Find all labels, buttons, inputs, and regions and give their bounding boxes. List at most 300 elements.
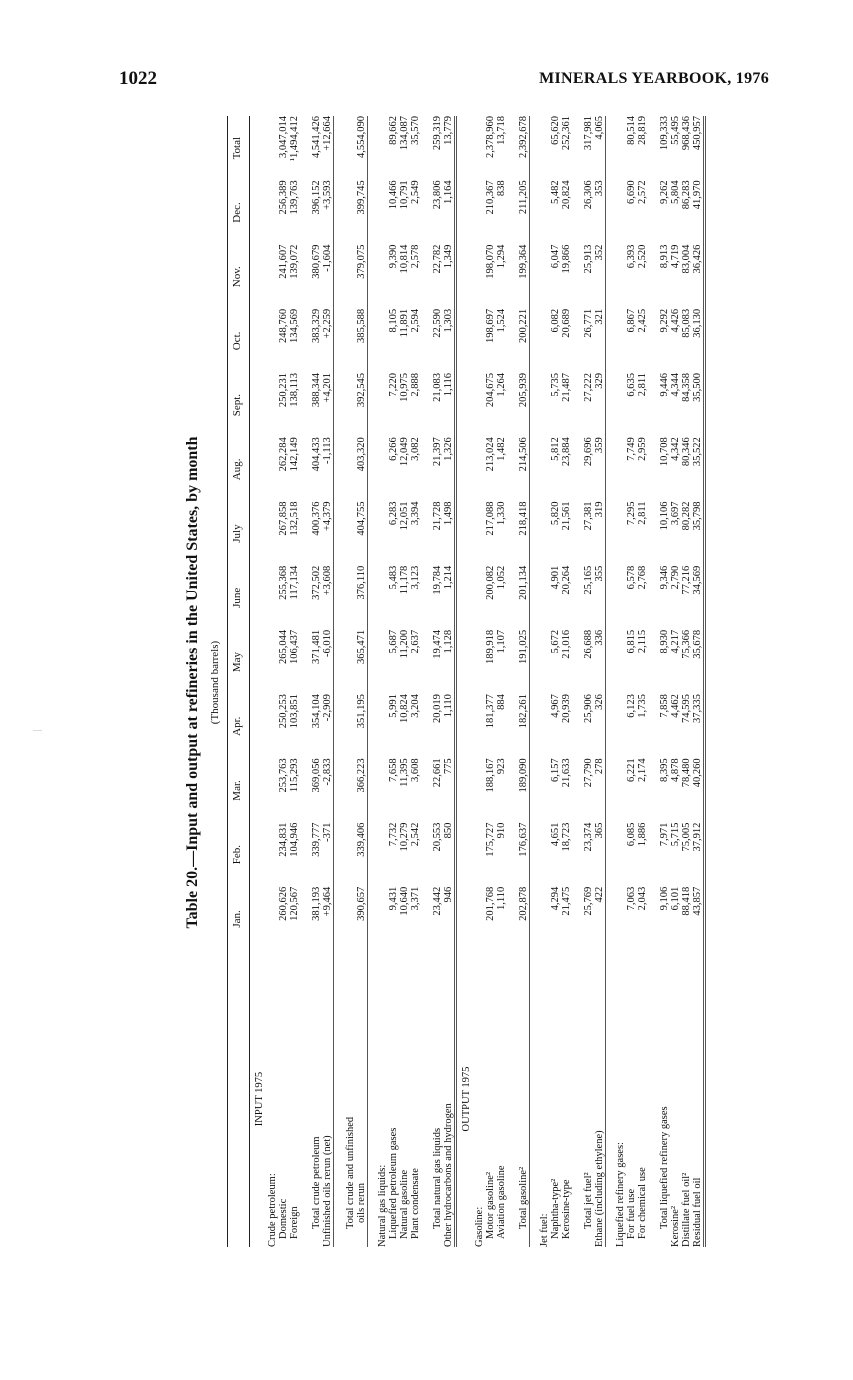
cell-value: 1,294 — [496, 244, 507, 269]
cell-value: 198,070 — [485, 244, 496, 279]
cell-value: 27,222 — [583, 373, 594, 402]
cell-value: 1,735 — [637, 694, 648, 718]
row-label: Naphtha-type² — [550, 1178, 561, 1239]
cell-value: 134,087 — [399, 116, 410, 151]
row-label: For fuel use — [626, 1188, 637, 1239]
cell-value: 78,480 — [681, 758, 692, 788]
cell-value: 1,326 — [443, 437, 454, 461]
value-cell — [657, 823, 705, 887]
value-cell — [309, 694, 334, 758]
table-row — [516, 116, 530, 1247]
cell-value: 6,157 — [550, 758, 561, 782]
cell-value: 2,637 — [410, 629, 421, 654]
value-cell — [309, 373, 334, 437]
value-cell — [657, 180, 705, 244]
cell-value: 7,858 — [659, 694, 670, 718]
value-cell — [343, 630, 368, 694]
row-label: For chemical use — [637, 1167, 648, 1239]
cell-value: 25,165 — [583, 565, 594, 595]
value-cell — [430, 373, 456, 437]
cell-value: 26,771 — [583, 308, 594, 338]
cell-value: 450,957 — [692, 116, 703, 151]
value-cell — [581, 823, 606, 887]
cell-value: 23,442 — [432, 886, 443, 916]
value-cell — [474, 758, 507, 822]
value-cell — [539, 501, 572, 565]
cell-value: 2,549 — [410, 180, 421, 204]
value-cell — [474, 373, 507, 437]
row-label: Motor gasoline² — [485, 1171, 496, 1239]
cell-value: 7,063 — [626, 886, 637, 911]
header-month: Nov. — [228, 245, 250, 309]
spacer — [267, 630, 278, 694]
spacer — [267, 373, 278, 437]
cell-value: 884 — [496, 694, 507, 710]
value-cell — [474, 245, 507, 309]
spacer — [267, 887, 278, 951]
cell-value: 28,819 — [637, 116, 648, 145]
cell-value: 262,284 — [278, 437, 289, 472]
value-cell — [615, 309, 648, 373]
value-cell — [657, 694, 705, 758]
row-label: Total natural gas liquids — [432, 1127, 443, 1229]
cell-value: 20,264 — [561, 565, 572, 595]
cell-value: 2,174 — [637, 758, 648, 782]
cell-value: 74,595 — [681, 694, 692, 723]
cell-value: +3,608 — [322, 565, 333, 596]
value-cell — [377, 630, 421, 694]
cell-value: 10,279 — [399, 822, 410, 852]
cell-value: 8,105 — [388, 308, 399, 333]
spacer — [345, 309, 356, 373]
cell-value: 388,344 — [311, 373, 322, 408]
table-row — [474, 116, 507, 1247]
cell-value: 9,292 — [659, 308, 670, 333]
cell-value: 86,283 — [681, 180, 692, 210]
value-cell — [581, 116, 606, 180]
value-cell — [309, 566, 334, 630]
cell-value: 10,466 — [388, 180, 399, 210]
table-row — [309, 116, 334, 1247]
cell-value: 399,745 — [356, 180, 367, 215]
value-cell — [343, 373, 368, 437]
cell-value: 10,791 — [399, 180, 410, 210]
value-cell — [309, 309, 334, 373]
cell-value: 6,101 — [670, 886, 681, 911]
value-cell — [430, 887, 456, 951]
value-cell — [267, 437, 300, 501]
cell-value: 4,719 — [670, 244, 681, 269]
cell-value: 26,688 — [583, 629, 594, 659]
group-heading: Gasoline: — [474, 1206, 485, 1247]
cell-value: 8,913 — [659, 244, 670, 269]
cell-value: 2,115 — [637, 629, 648, 654]
cell-value: 201,134 — [518, 565, 529, 600]
value-cell — [343, 501, 368, 565]
spacer — [615, 823, 626, 887]
cell-value: 77,216 — [681, 565, 692, 595]
value-cell — [657, 566, 705, 630]
value-cell — [430, 180, 456, 244]
table-row — [581, 116, 606, 1247]
value-cell — [615, 566, 648, 630]
value-cell — [377, 309, 421, 373]
cell-value: 7,658 — [388, 758, 399, 782]
spacer — [267, 116, 278, 180]
cell-value: 9,106 — [659, 886, 670, 911]
value-cell — [657, 245, 705, 309]
value-cell — [267, 566, 300, 630]
spacer — [474, 116, 485, 180]
cell-value: 2,578 — [410, 244, 421, 269]
spacer — [345, 116, 356, 180]
cell-value: 25,913 — [583, 244, 594, 274]
group-heading: Crude petroleum: — [267, 1173, 278, 1247]
value-cell — [615, 245, 648, 309]
value-cell — [430, 309, 456, 373]
value-cell — [267, 887, 300, 951]
cell-value: 80,282 — [681, 501, 692, 531]
cell-value: 35,570 — [410, 116, 421, 145]
value-cell — [615, 116, 648, 180]
cell-value: 9,431 — [388, 886, 399, 911]
cell-value: 404,433 — [311, 437, 322, 472]
cell-value: 1,524 — [496, 308, 507, 333]
value-cell — [430, 501, 456, 565]
row-label: Total crude petroleum — [311, 1136, 322, 1229]
cell-value: 366,223 — [356, 758, 367, 793]
row-label: Kerosine-type — [561, 1179, 572, 1239]
cell-value: 5,820 — [550, 501, 561, 526]
cell-value: 11,200 — [399, 629, 410, 659]
cell-value: 88,418 — [681, 886, 692, 916]
spacer — [377, 501, 388, 565]
header-row — [228, 116, 250, 1247]
cell-value: 6,221 — [626, 758, 637, 782]
value-cell — [539, 758, 572, 822]
value-cell — [539, 437, 572, 501]
value-cell — [581, 566, 606, 630]
value-cell — [377, 116, 421, 180]
cell-value: 4,901 — [550, 565, 561, 590]
spacer — [377, 373, 388, 437]
cell-value: 4,554,090 — [356, 116, 367, 158]
cell-value: 43,857 — [692, 886, 703, 916]
spacer — [267, 758, 278, 822]
cell-value: 3,123 — [410, 565, 421, 590]
cell-value: 9,446 — [659, 373, 670, 397]
value-cell — [267, 245, 300, 309]
spacer — [474, 180, 485, 244]
cell-value: 4,426 — [670, 308, 681, 333]
value-cell — [377, 180, 421, 244]
cell-value: 20,824 — [561, 180, 572, 210]
cell-value: 1,052 — [496, 565, 507, 590]
value-cell — [516, 245, 530, 309]
row-label: Domestic — [278, 1198, 289, 1239]
cell-value: 265,044 — [278, 629, 289, 665]
value-cell — [581, 501, 606, 565]
value-cell — [267, 116, 300, 180]
cell-value: 138,113 — [289, 373, 300, 407]
value-cell — [309, 887, 334, 951]
cell-value: 34,569 — [692, 565, 703, 595]
spacer — [615, 116, 626, 180]
value-cell — [615, 887, 648, 951]
value-cell — [343, 758, 368, 822]
cell-value: 5,672 — [550, 629, 561, 654]
cell-value: 8,930 — [659, 629, 670, 654]
value-cell — [343, 309, 368, 373]
value-cell — [377, 566, 421, 630]
value-cell — [516, 373, 530, 437]
spacer — [345, 566, 356, 630]
cell-value: 29,696 — [583, 437, 594, 467]
cell-value: 241,607 — [278, 244, 289, 279]
row-label-cell — [377, 951, 421, 1247]
value-cell — [539, 116, 572, 180]
header-month: Feb. — [228, 823, 250, 887]
cell-value: 181,377 — [485, 694, 496, 729]
value-cell — [539, 309, 572, 373]
cell-value: 4,541,426 — [311, 116, 322, 158]
cell-value: 321 — [594, 308, 605, 325]
cell-value: 2,542 — [410, 822, 421, 847]
value-cell — [267, 630, 300, 694]
cell-value: 923 — [496, 758, 507, 775]
cell-value: +4,201 — [322, 373, 333, 403]
cell-value: 352 — [594, 244, 605, 261]
cell-value: 278 — [594, 758, 605, 775]
cell-value: 189,090 — [518, 758, 529, 793]
value-cell — [615, 758, 648, 822]
value-cell — [430, 823, 456, 887]
value-cell — [539, 373, 572, 437]
cell-value: 850 — [443, 822, 454, 839]
value-cell — [615, 501, 648, 565]
group-heading: Natural gas liquids: — [377, 1164, 388, 1247]
value-cell — [581, 630, 606, 694]
spacer — [377, 180, 388, 244]
cell-value: 35,500 — [692, 373, 703, 402]
cell-value: 351,195 — [356, 694, 367, 729]
cell-value: 2,392,678 — [518, 116, 529, 158]
value-cell — [377, 823, 421, 887]
margin-mark: — — [33, 725, 42, 735]
header-month: Mar. — [228, 758, 250, 822]
value-cell — [309, 437, 334, 501]
value-cell — [343, 887, 368, 951]
spacer — [474, 501, 485, 565]
cell-value: 6,578 — [626, 565, 637, 590]
cell-value: 188,167 — [485, 758, 496, 793]
value-cell — [615, 630, 648, 694]
cell-value: 259,319 — [432, 116, 443, 151]
cell-value: 132,518 — [289, 501, 300, 536]
header-month: July — [228, 501, 250, 565]
cell-value: 5,483 — [388, 565, 399, 590]
row-label: Total liquefied refinery gases — [659, 1106, 670, 1229]
value-cell — [377, 501, 421, 565]
row-label: Aviation gasoline — [496, 1165, 507, 1239]
cell-value: 838 — [496, 180, 507, 197]
cell-value: 6,283 — [388, 501, 399, 526]
row-label-cell — [267, 951, 300, 1247]
value-cell — [657, 501, 705, 565]
cell-value: 11,891 — [399, 308, 410, 338]
cell-value: 2,043 — [637, 886, 648, 911]
row-label: Total crude and unfinished — [345, 1116, 356, 1229]
cell-value: 85,083 — [681, 308, 692, 338]
value-cell — [539, 630, 572, 694]
cell-value: 142,149 — [289, 437, 300, 472]
cell-value: 35,522 — [692, 437, 703, 467]
cell-value: 89,662 — [388, 116, 399, 145]
row-label: Plant condensate — [410, 1168, 421, 1239]
row-label: Total jet fuel² — [583, 1172, 594, 1229]
header-month: Oct. — [228, 309, 250, 373]
cell-value: 968,436 — [681, 116, 692, 151]
refinery-table — [227, 116, 706, 1247]
cell-value: 120,567 — [289, 886, 300, 921]
value-cell — [474, 501, 507, 565]
spacer — [474, 309, 485, 373]
cell-value: 175,727 — [485, 822, 496, 857]
cell-value: 20,019 — [432, 694, 443, 723]
cell-value: 390,657 — [356, 886, 367, 921]
cell-value: 40,260 — [692, 758, 703, 788]
cell-value: 267,858 — [278, 501, 289, 536]
value-cell — [516, 566, 530, 630]
cell-value: 7,220 — [388, 373, 399, 397]
cell-value: 21,397 — [432, 437, 443, 467]
header-month: May — [228, 630, 250, 694]
spacer — [474, 566, 485, 630]
spacer — [377, 887, 388, 951]
cell-value: 20,939 — [561, 694, 572, 723]
cell-value: 21,487 — [561, 373, 572, 402]
row-label-cell — [474, 951, 507, 1247]
value-cell — [343, 823, 368, 887]
value-cell — [474, 309, 507, 373]
cell-value: 359 — [594, 437, 605, 453]
spacer — [345, 501, 356, 565]
value-cell — [657, 116, 705, 180]
cell-value: 383,329 — [311, 308, 322, 343]
cell-value: 400,376 — [311, 501, 322, 536]
cell-value: 10,824 — [399, 694, 410, 723]
row-label: Total gasoline² — [518, 1166, 529, 1229]
group-heading: Jet fuel: — [539, 1213, 550, 1247]
spacer — [539, 116, 550, 180]
cell-value: 218,418 — [518, 501, 529, 536]
cell-value: 176,637 — [518, 822, 529, 857]
cell-value: +9,464 — [322, 886, 333, 917]
cell-value: 117,134 — [289, 565, 300, 600]
cell-value: -1,113 — [322, 437, 333, 464]
cell-value: 353 — [594, 180, 605, 197]
cell-value: 256,389 — [278, 180, 289, 215]
value-cell — [343, 566, 368, 630]
cell-value: 6,082 — [550, 308, 561, 333]
spacer — [345, 887, 356, 951]
page-number: 1022 — [119, 68, 157, 89]
cell-value: 1,214 — [443, 565, 454, 590]
table-unit: (Thousand barrels) — [209, 640, 221, 725]
cell-value: 198,697 — [485, 308, 496, 343]
cell-value: 214,506 — [518, 437, 529, 472]
cell-value: 1,349 — [443, 244, 454, 269]
cell-value: 26,306 — [583, 180, 594, 210]
row-label: Ethane (including ethylene) — [594, 1130, 605, 1247]
value-cell — [539, 245, 572, 309]
value-cell — [581, 758, 606, 822]
value-cell — [343, 245, 368, 309]
cell-value: +4,379 — [322, 501, 333, 532]
cell-value: 41,970 — [692, 180, 703, 210]
cell-value: 7,749 — [626, 437, 637, 461]
cell-value: 55,495 — [670, 116, 681, 145]
cell-value: 200,082 — [485, 565, 496, 600]
cell-value: 75,366 — [681, 629, 692, 659]
row-label: Kerosine² — [670, 1205, 681, 1247]
cell-value: 5,735 — [550, 373, 561, 397]
value-cell — [615, 437, 648, 501]
cell-value: 83,004 — [681, 244, 692, 274]
spacer — [615, 694, 626, 758]
row-label-cell — [657, 951, 705, 1247]
table-row — [539, 116, 572, 1247]
row-label: Natural gasoline — [399, 1169, 410, 1239]
cell-value: 404,755 — [356, 501, 367, 536]
value-cell — [430, 245, 456, 309]
spacer — [539, 694, 550, 758]
cell-value: 21,633 — [561, 758, 572, 788]
spacer — [539, 630, 550, 694]
cell-value: 3,204 — [410, 694, 421, 718]
cell-value: 371,481 — [311, 629, 322, 665]
value-cell — [516, 758, 530, 822]
value-cell — [657, 887, 705, 951]
value-cell — [474, 116, 507, 180]
cell-value: 21,083 — [432, 373, 443, 402]
cell-value: 6,867 — [626, 308, 637, 333]
spacer — [267, 694, 278, 758]
cell-value: 7,732 — [388, 822, 399, 847]
cell-value: 339,777 — [311, 822, 322, 857]
cell-value: 11,395 — [399, 758, 410, 787]
cell-value: 1,107 — [496, 629, 507, 654]
spacer — [377, 630, 388, 694]
value-cell — [516, 501, 530, 565]
cell-value: 18,723 — [561, 822, 572, 852]
cell-value: 139,763 — [289, 180, 300, 215]
spacer — [615, 245, 626, 309]
value-cell — [581, 245, 606, 309]
cell-value: 23,884 — [561, 437, 572, 467]
spacer — [539, 501, 550, 565]
cell-value: 10,975 — [399, 373, 410, 402]
header-month: Aug. — [228, 437, 250, 501]
cell-value: 10,640 — [399, 886, 410, 916]
cell-value: 4,294 — [550, 886, 561, 911]
cell-value: 10,814 — [399, 244, 410, 274]
spacer — [539, 373, 550, 437]
cell-value: 35,678 — [692, 629, 703, 659]
cell-value: 36,130 — [692, 308, 703, 338]
cell-value: 252,361 — [561, 116, 572, 151]
spacer — [345, 373, 356, 437]
